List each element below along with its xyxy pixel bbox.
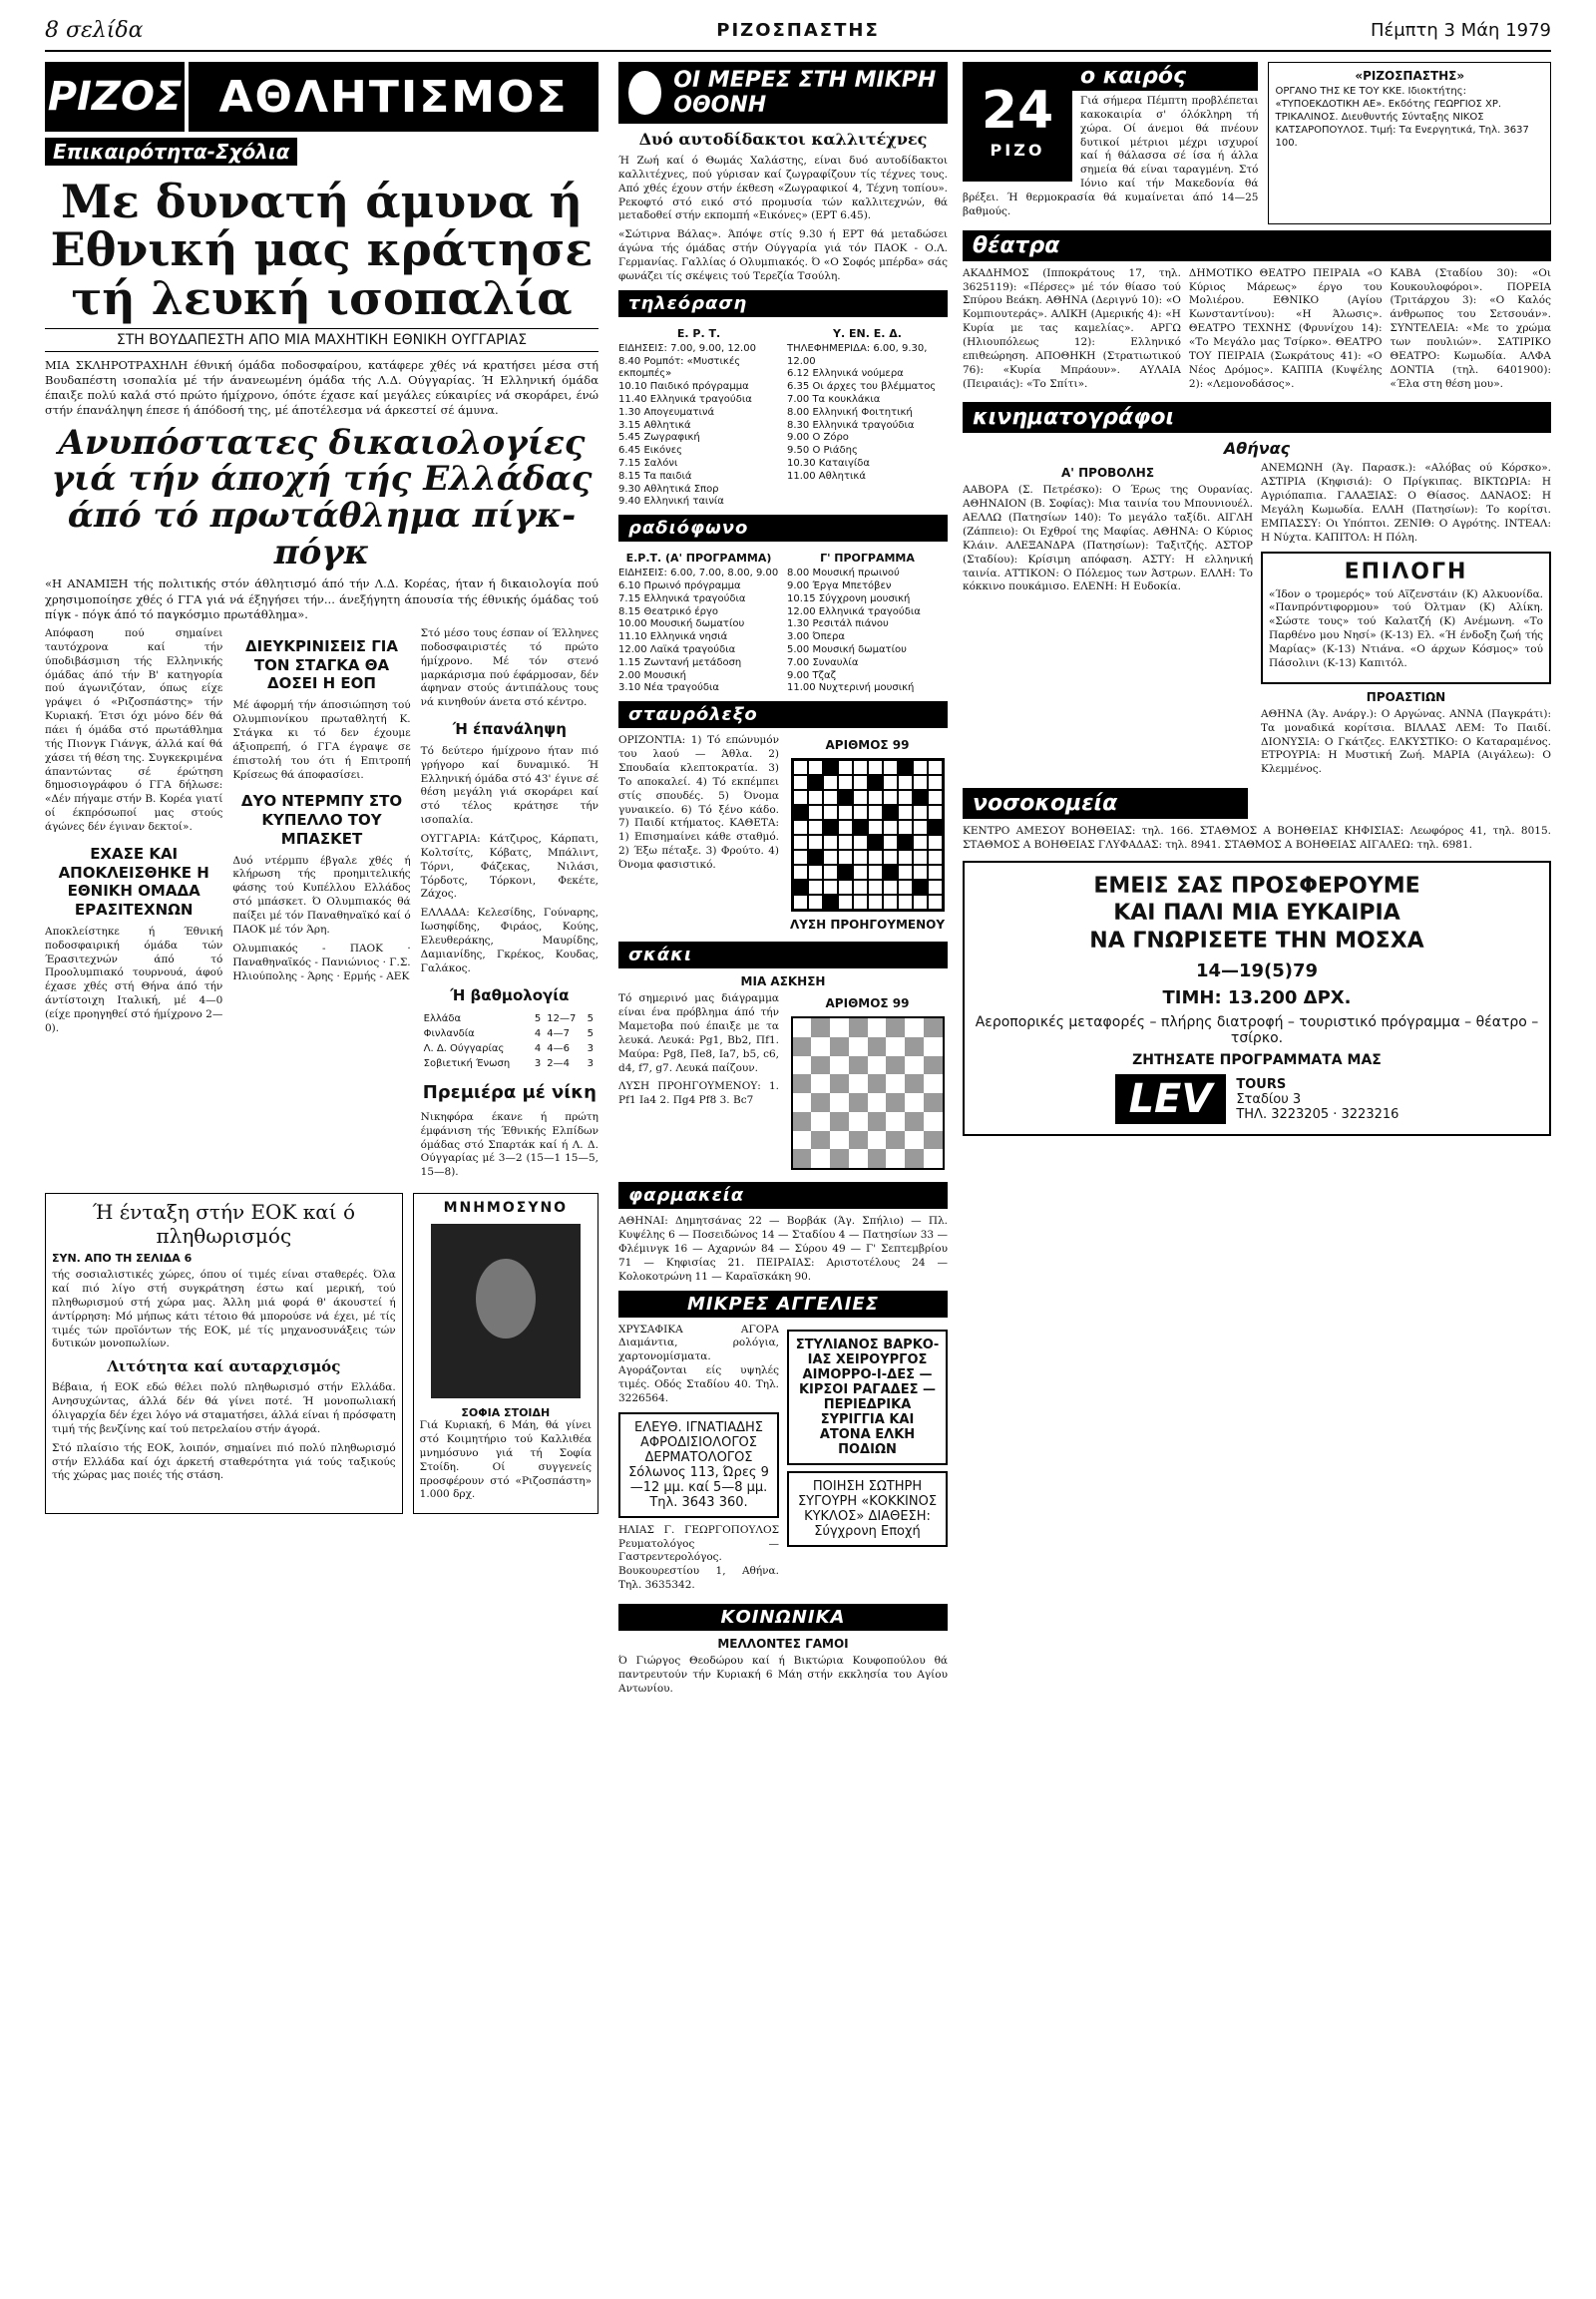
list-item: 10.10 Παιδικό πρόγραμμα xyxy=(618,381,749,393)
sports-col2-text: Στό μέσο τους έσπαν οί Έλληνες ποδοσφαιριστές τό πρώτο ήμίχρονο. Μέ τόν στενό μαρκάρισμα πού έφάρμοσαν, δέν άφηναν στούς άντιπάλους τους νά κινηθούν άνετα στό κέντρο. xyxy=(420,626,598,709)
list-item: ΤΗΛΕΦΗΜΕΡΙΔΑ: 6.00, 9.30, 12.00 xyxy=(787,342,928,367)
ads-banner: ΜΙΚΡΕΣ ΑΓΓΕΛΙΕΣ xyxy=(618,1291,948,1318)
masthead-box xyxy=(1268,62,1551,224)
list-item: ΕΙΔΗΣΕΙΣ: 6.00, 7.00, 8.00, 9.00 xyxy=(618,568,779,579)
list-item: 7.00 Τα κουκλάκια xyxy=(787,394,881,405)
radio1-head: Ε.Ρ.Τ. (Α' ΠΡΟΓΡΑΜΜΑ) xyxy=(625,552,772,566)
radio2-listing xyxy=(787,548,948,695)
standings-table xyxy=(421,1010,598,1072)
list-item: 3.15 Αθλητικά xyxy=(618,419,691,431)
theater-banner: θέατρα xyxy=(963,230,1551,261)
lead-text: ΜΙΑ ΣΚΛΗΡΟΤΡΑΧΗΛΗ έθνική όμάδα ποδοσφαίρου, κατάφερε χθές νά κρατήσει μέσα στή Βουδαπέστη ισοπαλία μέ τήν άνανεωμένη όμάδα τής Λ.Δ. Ούγγαρίας. Ή Ελληνική όμάδα έπαιξε πολύ καλά στό πρώτο ήμίχρονο, όπότε έχασε καί μεγάλες εύκαιρίες νά σκοράρει, ένώ στήν έπανάληψη έπεσε ή άπόδοσή της, μέ άποτέλεσμα νά άρκεστεί σέ άμυνα. xyxy=(45,357,598,418)
list-item: 3.10 Νέα τραγούδια xyxy=(618,682,719,694)
premiere-text: Νικηφόρα έκανε ή πρώτη έμφάνιση τής Έθνικής Ελπίδων όμάδας στό Σπαρτάκ καί ή Λ. Δ. Ούγγαρίας μέ 3—2 (15—1 15—5, 15—8). xyxy=(420,1110,598,1179)
chess-solution: ΛΥΣΗ ΠΡΟΗΓΟΥΜΕΝΟΥ: 1. Ρf1 Ia4 2. Πg4 Ρf8 3. Bc7 xyxy=(618,1080,779,1107)
right-column xyxy=(963,62,1551,2289)
list-item: 9.00 Τζαζ xyxy=(787,669,837,681)
cinema-listings xyxy=(963,462,1551,782)
moscow-cta: ΖΗΤΗΣΑΤΕ ΠΡΟΓΡΑΜΜΑΤΑ ΜΑΣ xyxy=(1132,1052,1382,1069)
memorial-title: ΜΝΗΜΟΣΥΝΟ xyxy=(443,1200,569,1217)
ads-grid xyxy=(618,1324,948,1598)
crossword-grid xyxy=(791,758,945,912)
list-item: 12.00 Ελληνικά τραγούδια xyxy=(787,605,921,617)
moscow-detail: Αεροπορικές μεταφορές – πλήρης διατροφή – τουριστικό πρόγραμμα – θέατρο – τσίρκο. xyxy=(975,1014,1539,1047)
list-item: 9.40 Ελληνική ταινία xyxy=(618,496,724,508)
eok-sub: ΣΥΝ. ΑΠΟ ΤΗ ΣΕΛΙΔΑ 6 xyxy=(52,1252,193,1266)
cinema-banner: κινηματογράφοι xyxy=(963,402,1551,433)
epilogi-title: ΕΠΙΛΟΓΗ xyxy=(1344,559,1468,584)
lev-logo-mark: LEV xyxy=(1115,1074,1227,1124)
list-item: 8.00 Ελληνική Φοιτητική xyxy=(787,406,913,418)
list-item: 8.15 Θεατρικό έργο xyxy=(618,605,719,617)
theater-col-1: ΑΚΑΔΗΜΟΣ (Ιπποκράτους 17, τηλ. 3625119): «Πέρσες» μέ τόν θίασο τού Σπύρου Βεάκη. ΑΘΗΝΑ (Δεριγνύ 10): «Ο Κομπιουτεράς». ΑΛΙΚΗ (Αμερικής 4): «Η Κυρία με τας καμελίας». ΑΡΓΩ (Ηλιουπόλεως 12): Ελληνικό επιθεώρηση. ΑΠΟΘΗΚΗ (Στρατιωτικού 76): «Κυρία Μπράουν». ΑΥΛΑΙΑ (Πειραιάς): «Το Σπίτι». xyxy=(963,266,1181,390)
hospital-banner: νοσοκομεία xyxy=(963,788,1248,819)
list-item: 6.12 Ελληνικά νούμερα xyxy=(787,368,904,380)
cinema-a-head: Α' ΠΡΟΒΟΛΗΣ xyxy=(1060,466,1155,481)
list-item: 8.40 Ρομπότ: «Μυστικές εκπομπές» xyxy=(618,355,741,380)
list-item: 11.10 Ελληνικά νησιά xyxy=(618,631,728,643)
moscow-ad xyxy=(963,861,1551,1137)
memorial-photo xyxy=(431,1224,581,1398)
ad-dermatologist: ΕΛΕΥΘ. ΙΓΝΑΤΙΑΔΗΣ ΑΦΡΟΔΙΣΙΟΛΟΓΟΣ ΔΕΡΜΑΤΟΛΟΓΟΣ Σόλωνος 113, Ώρες 9—12 μμ. καί 5—8 μμ. Τηλ. 3643 360. xyxy=(618,1412,779,1518)
eok-subhead: Λιτότητα καί αυταρχισμός xyxy=(107,1357,341,1376)
crossword-clues-col xyxy=(618,734,779,936)
chess-sub: ΜΙΑ ΑΣΚΗΣΗ xyxy=(740,974,826,989)
crossword-grid-col xyxy=(787,734,948,936)
tv-headline: Δυό αυτοδίδακτοι καλλιτέχνες xyxy=(638,130,928,149)
cinema-text-2: ΑΝΕΜΩΝΗ (Άγ. Παρασκ.): «Αλόβας ού Κόρσκο». ΑΣΤΙΡΙΑ (Κηφισιά): Ο Πρίγκιπας. ΒΙΚΤΩΡΙΑ: Η Αγριόπαπια. ΓΑΛΑΞΙΑΣ: Ο Θίασος. ΔΑΝΑΟΣ: Η Μεγάλη Κωμωδία. ΕΛΛΗ (Πατησίων): Το κορίτσι. ΕΜΠΑΣΣΥ: Οι Υπόπτοι. ΖΕΝΙΘ: Ο Αγρότης. ΙΝΤΕΑΛ: Η Νύχτα. ΚΑΠΙΤΟΛ: Η Πόλη. xyxy=(1261,462,1551,544)
portrait-icon xyxy=(476,1259,536,1339)
memorial-text: Γιά Κυριακή, 6 Μάη, θά γίνει στό Κοιμητήριο τού Καλλιθέα μνημόσυνο γιά τή Σοφία Στοίδη. Οί συγγενείς προσφέρουν στό «Ριζοσπάστη» 1.000 δρχ. xyxy=(419,1419,592,1501)
sports-banner xyxy=(45,62,598,132)
lower-sports-row xyxy=(45,1193,598,1514)
sports-subcol-3 xyxy=(421,627,598,1185)
sports-column xyxy=(45,62,598,2289)
epilogi-box xyxy=(1261,552,1551,684)
list-item: 10.00 Μουσική δωματίου xyxy=(618,618,745,630)
stagka-text: Μέ άφορμή τήν άποσιώπηση τού Ολυμπιονίκου πρωταθλητή Κ. Στάγκα κι τό δεν έχουμε άξιοπρεπή, ό ΓΓΑ έγραψε σε έπιστολή του ότι ή Επιτροπή Κρίσεως θά άποφασίσει. xyxy=(232,699,411,781)
memorial-name: ΣΟΦΙΑ ΣΤΟΙΔΗ xyxy=(461,1406,551,1420)
eok-text-1: τής σοσιαλιστικές χώρες, όπου οί τιμές είναι σταθερές. Όλα καί πιό λίγο στή συγκράτηση έστω καί μερική, τού πληθωρισμού στή χώρα μας. Άλλη μιά φορά θ' άκουστεί ή άντίρρηση: Μό μήπως κάτι τέτοιο θά μπορούσε νά έχει, μέ τίς τιμές τών προϊόντων τής ΕΟΚ, μέ τίς μηχανοσυνάξεις τών δυτικών μονοπωλίων. xyxy=(52,1269,396,1350)
crossword-solution-head: ΛΥΣΗ ΠΡΟΗΓΟΥΜΕΝΟΥ xyxy=(789,918,946,933)
box-24: 24 ΡΙΖΟ xyxy=(963,62,1072,182)
crossword-clues: ΟΡΙΖΟΝΤΙΑ: 1) Τό επώνυμόν του λαού — Άθλα. 2) Σπουδαία κλεπτοκρατία. 3) Το αποκαλεί. 4) Τό εκπέμπει στίς σπουδές. 5) Όνομα γυναικείο. 6) Τό ξένο κάδο. 7) Παιδί κτήματος. ΚΑΘΕΤΑ: 1) Επισημαίνει κάθε σταθμό. 2) Έξω πέταξε. 3) Φρούτο. 4) Όνομα φασιστικό. xyxy=(618,734,779,871)
list-item: ΕΙΔΗΣΕΙΣ: 7.00, 9.00, 12.00 xyxy=(618,342,756,354)
ad-doctor: ΗΛΙΑΣ Γ. ΓΕΩΡΓΟΠΟΥΛΟΣ Ρευματολόγος — Γαστρεντερολόγος. Βουκουρεστίου 1, Αθήνα. Τηλ. 3635342. xyxy=(618,1523,779,1592)
koinonika-text: Ό Γιώργος Θεοδώρου καί ή Βικτώρια Κουφοπούλου θά παντρευτούν τήν Κυριακή 6 Μάη στήν εκκλησία του Αγίου Αντωνίου. xyxy=(618,1654,948,1695)
television-banner: τηλεόραση xyxy=(618,290,948,317)
paper-name: ΡΙΖΟΣΠΑΣΤΗΣ xyxy=(716,20,880,41)
eok-text-2: Βέβαια, ή ΕΟΚ εδώ θέλει πολύ πληθωρισμό στήν Ελλάδα. Ανησυχώντας, άλλά δέν θά γίνει ποτέ. Ή μονοπωλιακή όλιγαρχία δέν έχει λόγο νά σταματήσει, άλλά είναι ή πρόσφατη τιμή τής βενζίνης καί τού πετρελαίου στήν άγορά. xyxy=(52,1381,396,1435)
list-item: 6.45 Εικόνες xyxy=(618,445,683,457)
right-top-row xyxy=(963,62,1551,224)
sports-subcol-2 xyxy=(232,627,410,1185)
amateur-headline: ΕΧΑΣΕ ΚΑΙ ΑΠΟΚΛΕΙΣΘΗΚΕ Η ΕΘΝΙΚΗ ΟΜΑΔΑ ΕΡΑΣΙΤΕΧΝΩΝ xyxy=(58,844,209,920)
list-item: 8.00 Μουσική πρωινού xyxy=(787,568,900,579)
masthead-bar xyxy=(45,10,1551,52)
basket-headline: ΔΥΟ ΝΤΕΡΜΠΥ ΣΤΟ ΚΥΠΕΛΛΟ ΤΟΥ ΜΠΑΣΚΕΤ xyxy=(240,792,403,848)
chess-text: Τό σημερινό μας διάγραμμα είναι ένα πρόβλημα άπό τήν Μαμετοβα πού έπαιξε με τα λευκά. Λευκά: Ρg1, Βb2, Πf1. Μαύρα: Ρg8, Πe8, Ia7, b5, c6, d4, f7, g7. Λευκά παίζουν. xyxy=(618,992,779,1074)
lev-address: TOURS Σταδίου 3 ΤΗΛ. 3223205 · 3223216 xyxy=(1236,1076,1399,1122)
koinonika-banner: ΚΟΙΝΩΝΙΚΑ xyxy=(618,1604,948,1631)
list-item: 10.30 Καταιγίδα xyxy=(787,457,870,469)
greek-team-text: ΕΛΛΑΔΑ: Κελεσίδης, Γούναρης, Ιωσηφίδης, Φιράος, Κούης, Ελευθεράκης, Μαυρίδης, Δαμιανίδης, Γκρέκος, Κουδας, Γαλάκος. xyxy=(420,907,598,974)
eok-title: Ή ένταξη στήν ΕΟΚ καί ό πληθωρισμός xyxy=(92,1200,355,1249)
cinema-sub: Αθήνας xyxy=(1223,439,1291,459)
ads-col-2 xyxy=(787,1324,948,1598)
list-item: 6.35 Οι άρχες του βλέμματος xyxy=(787,381,937,393)
moscow-line-3: ΝΑ ΓΝΩΡΙΣΕΤΕ ΤΗΝ ΜΟΣΧΑ xyxy=(1089,928,1424,954)
list-item: 9.50 Ο Ριάδης xyxy=(787,445,858,457)
weather-banner: ο καιρός xyxy=(963,62,1258,91)
list-item: 11.40 Ελληνικά τραγούδια xyxy=(618,394,752,405)
tv-banner xyxy=(618,62,948,124)
list-item: 11.00 Νυχτερινή μουσική xyxy=(787,682,915,694)
eok-article xyxy=(45,1193,403,1514)
list-item: 9.30 Αθλητικά Σπορ xyxy=(618,483,719,495)
ads-col-1 xyxy=(618,1324,779,1598)
yened-head: Υ. ΕΝ. Ε. Δ. xyxy=(833,326,902,340)
memorial-box xyxy=(413,1193,598,1514)
sports-tag: Επικαιρότητα-Σχόλια xyxy=(45,138,297,166)
pingpong-text: «Η ΑΝΑΜΙΞΗ τής πολιτικής στόν άθλητισμό άπό τήν Λ.Δ. Κορέας, ήταν ή δικαιολογία πού χρησιμοποίησε χθές ό ΓΓΑ γιά νά έξηγήσει τήν... άνεξήγητη άπουσία τής έθνικής όμάδας τού πίγκ - πόγκ άπό τό παγκόσμιο πρωτάθλημα». xyxy=(45,576,598,621)
list-item: 1.15 Ζωντανή μετάδοση xyxy=(618,656,742,668)
chess-number: ΑΡΙΘΜΟΣ 99 xyxy=(825,996,910,1011)
standings-headline: Ή βαθμολογία xyxy=(450,985,570,1004)
chess-board-icon xyxy=(791,1016,945,1170)
ad-surgeon: ΣΤΥΛΙΑΝΟΣ ΒΑΡΚΟ-ΙΑΣ ΧΕΙΡΟΥΡΓΟΣ ΑΙΜΟΡΡΟ-Ι-ΔΕΣ — ΚΙΡΣΟΙ ΡΑΓΑΔΕΣ — ΠΕΡΙΕΔΡΙΚΑ ΣΥΡΙΓΓΙΑ ΚΑΙ ΑΤΟΝΑ ΕΛΚΗ ΠΟΔΙΩΝ xyxy=(787,1330,948,1465)
lev-logo xyxy=(975,1074,1539,1124)
radio-banner: ραδιόφωνο xyxy=(618,515,948,542)
koinonika-sub: ΜΕΛΛΟΝΤΕΣ ΓΑΜΟΙ xyxy=(717,1636,849,1651)
chess-text-col xyxy=(618,992,779,1176)
list-item: 2.00 Μουσική xyxy=(618,669,686,681)
list-item: 7.15 Σαλόνι xyxy=(618,457,678,469)
ad-poetry: ΠΟΙΗΣΗ ΣΩΤΗΡΗ ΣΥΓΟΥΡΗ «ΚΟΚΚΙΝΟΣ ΚΥΚΛΟΣ» ΔΙΑΘΕΣΗ: Σύγχρονη Εποχή xyxy=(787,1471,948,1547)
moscow-line-1: ΕΜΕΙΣ ΣΑΣ ΠΡΟΣΦΕΡΟΥΜΕ xyxy=(1093,873,1420,899)
cinema-col-1 xyxy=(963,462,1253,782)
tv-intro-2: «Σώτιρνα Βάλας». Άπόψε στίς 9.30 ή ΕΡΤ θά μεταδώσει άγώνα τής όμάδας στήν Ούγγαρία γιά τόν ΠΑΟΚ - Ο.Λ. Γερμανίας. Γαλλίας ό Ολυμπιακός. Ό «Ο Σοφός μπέρδα» σάς φωνάζει τίς σκέψεις τού Τερεζία Τσούλη. xyxy=(618,228,948,282)
radio-listings xyxy=(618,548,948,695)
table-row: Φινλανδία 4 4—7 5 xyxy=(423,1028,594,1040)
list-item: 5.45 Ζωγραφική xyxy=(618,432,700,444)
weather-text: Γιά σήμερα Πέμπτη προβλέπεται κακοκαιρία σ' όλόκληρη τή χώρα. Οί άνεμοι θά πνέουν δυτικοί μέτριοι μέχρι ισχυροί καί ή θάλασσα σέ ίσα ή άλλα σημεία θά είναι ταραγμένη. Στό Ιόνιο καί τήν Μακεδονία θά βρέξει. Ή θερμοκρασία θά κυμαίνεται άπό 14—25 βαθμούς. xyxy=(963,95,1259,217)
list-item: 12.00 Λαϊκά τραγούδια xyxy=(618,644,736,656)
pingpong-headline: Ανυπόστατες δικαιολογίες γιά τήν άποχή τής Ελλάδας άπό τό πρωτάθλημα πίγκ-πόγκ xyxy=(51,422,593,573)
tv-intro: Ή Ζωή καί ό Θωμάς Χαλάστης, είναι δυό αυτοδίδακτοι καλλιτέχνες, πού γύρισαν καί ζωγραφίζουν τίς τέχνες τους. Από χθές έχουν στήν έκθεση «Ζωγραφικοί 4, Τέχνη τοπίου». Ρεκοφτό στό εικό στό προμυσία τών καλλιτεχνών, θά μεταδοθεί στήν εκπομπή «Εικόνες» (ΕΡΤ 6.45). xyxy=(618,155,948,222)
list-item: 3.00 Όπερα xyxy=(787,631,845,643)
crossword-number: ΑΡΙΘΜΟΣ 99 xyxy=(825,738,910,753)
list-item: 9.00 Ο Ζόρο xyxy=(787,432,849,444)
ert-head: Ε. Ρ. Τ. xyxy=(676,326,721,340)
ad-gold: ΧΡΥΣΑΦΙΚΑ ΑΓΟΡΑ Διαμάντια, ρολόγια, χαρτονομίσματα. Αγοράζονται είς υψηλές τιμές. Οδός Σταδίου 40. Τηλ. 3226564. xyxy=(618,1323,779,1404)
sports-section-title: ΑΘΛΗΤΙΣΜΟΣ xyxy=(189,62,598,132)
stagka-headline: ΔΙΕΥΚΡΙΝΙΣΕΙΣ ΓΙΑ ΤΟΝ ΣΤΑΓΚΑ ΘΑ ΔΟΣΕΙ Η ΕΟΠ xyxy=(245,636,398,693)
chess-banner: σκάκι xyxy=(618,942,948,968)
cup-schedule: Ολυμπιακός - ΠΑΟΚ · Παναθηναϊκός - Πανιώνιος · Γ.Σ. Ηλιούπολης - Άρης · Ερμής - ΑΕΚ xyxy=(232,942,411,982)
repeat-headline: Ή έπανάληψη xyxy=(452,720,567,739)
moscow-line-2: ΚΑΙ ΠΑΛΙ ΜΙΑ ΕΥΚΑΙΡΙΑ xyxy=(1113,901,1400,927)
amateur-text: Αποκλείστηκε ή Έθνική ποδοσφαιρική όμάδα τών Έρασιτεχνών άπό τό Προολυμπιακό τουρνουά, άφού έχασε χθές στή Θήνα άπό τήν άντίστοιχη Ιταλική, μέ 4—0 (είχε προηγηθεί στό ήμίχρονο 2—0). xyxy=(45,925,223,1034)
radio2-head: Γ' ΠΡΟΓΡΑΜΜΑ xyxy=(820,552,915,566)
list-item: 11.00 Αθλητικά xyxy=(787,470,866,482)
table-row: Σοβιετική Ένωση 3 2—4 3 xyxy=(423,1058,594,1070)
moscow-price: ΤΙΜΗ: 13.200 ΔΡΧ. xyxy=(1162,987,1352,1009)
weather-block xyxy=(963,62,1258,224)
ert-listing xyxy=(618,323,779,509)
issue-date: Πέμπτη 3 Μάη 1979 xyxy=(1370,20,1551,41)
crossword-banner: σταυρόλεξο xyxy=(618,701,948,728)
mast-title: «ΡΙΖΟΣΠΑΣΤΗΣ» xyxy=(1355,69,1465,83)
tv-screen-icon xyxy=(628,71,661,115)
tv-column xyxy=(618,62,948,2289)
mast-text: ΟΡΓΑΝΟ ΤΗΣ ΚΕ ΤΟΥ ΚΚΕ. Ιδιοκτήτης: «ΤΥΠΟΕΚΔΟΤΙΚΗ ΑΕ». Εκδότης ΓΕΩΡΓΙΟΣ ΧΡ. ΤΡΙΚΑΛΙΝΟΣ. Διευθυντής Σύνταξης ΝΙΚΟΣ ΚΑΤΣΑΡΟΠΟΥΛΟΣ. Τιμή: Τα Ενεργητικά, Τηλ. 3637 100. xyxy=(1275,85,1529,149)
hospital-text: ΚΕΝΤΡΟ ΑΜΕΣΟΥ ΒΟΗΘΕΙΑΣ: τηλ. 166. ΣΤΑΘΜΟΣ Α ΒΟΗΘΕΙΑΣ ΚΗΦΙΣΙΑΣ: Λεωφόρος 41, τηλ. 8015. ΣΤΑΘΜΟΣ Α ΒΟΗΘΕΙΑΣ ΓΛΥΦΑΔΑΣ: τηλ. 8941. ΣΤΑΘΜΟΣ Α ΒΟΗΘΕΙΑΣ ΑΙΓΑΛΕΩ: τηλ. 6981. xyxy=(963,825,1551,851)
basket-text: Δυό ντέρμπυ έβγαλε χθές ή κλήρωση τής προημιτελικής φάσης τού Κυπέλλου Ελλάδος στό μπάσκετ. Ό Ολυμπιακός θά παίξει μέ τόν Παναθηναϊκό καί ό ΠΑΟΚ μέ τόν Άρη. xyxy=(232,854,411,936)
tv-listings xyxy=(618,323,948,509)
premiere-headline: Πρεμιέρα μέ νίκη xyxy=(422,1082,597,1104)
list-item: 8.30 Ελληνικά τραγούδια xyxy=(787,419,915,431)
sports-columns xyxy=(45,627,598,1185)
crossword-section xyxy=(618,734,948,936)
rizos-logo: ΡΙΖΟΣ xyxy=(45,62,185,132)
list-item: 5.00 Μουσική δωματίου xyxy=(787,644,907,656)
table-row: Λ. Δ. Ούγγαρίας 4 4—6 3 xyxy=(423,1043,594,1055)
repeat-text: Τό δεύτερο ήμίχρονο ήταν πιό γρήγορο καί δυναμικό. Ή Ελληνική όμάδα στό 43' έγινε σέ θέση μεγάλη γιά σκοράρει καί στό τέλος κράτησε τήν ισοπαλία. xyxy=(420,744,598,827)
teams-text: ΟΥΓΓΑΡΙΑ: Κάτζιρος, Κάρπατι, Κολτσίτς, Κόβατς, Μπάλιντ, Τόρνι, Φάζεκας, Νιλάσι, Τόρδοτς, Τόρκονι, Φεκέτε, Ζάχος. xyxy=(420,833,598,901)
list-item: 8.15 Τα παιδιά xyxy=(618,470,692,482)
yened-listing xyxy=(787,323,948,509)
theater-col-3: ΚΑΒΑ (Σταδίου 30): «Οι Κουκουλοφόροι». ΠΟΡΕΙΑ (Τριτάρχου 3): «Ο Καλός άνθρωπος του Σετσουάν». ΣΥΝΤΕΛΕΙΑ: «Με το χρώμα των πουλιών». ΣΑΤΙΡΙΚΟ ΘΕΑΤΡΟ: Κωμωδία. ΑΛΦΑ ΔΟΝΤΙΑ (τηλ. 6401900): «Έλα στη θέση μου». xyxy=(1390,266,1551,390)
cinema-text-1: ΑΑΒΟΡΑ (Σ. Πετρέσκο): Ο Έρως της Ουρανίας. ΑΘΗΝΑΙΟΝ (Β. Σοφίας): Μια ταινία του Μπουνιουέλ. ΑΕΛΛΩ (Πατησίων 140): Το μεγάλο ταξίδι. ΑΙΓΛΗ (Ζάππειο): Οι Εχθροί της Μαφίας. ΑΘΗΝΑ: Ο Κύριος Κλάιν. ΑΛΕΞΑΝΔΡΑ (Πατησίων): Ταξιτζής. ΑΣΤΟΡ (Σταδίου): Κρίσιμη απόφαση. ΑΣΤΥ: Η ελληνική ταινία. ΑΤΤΙΚΟΝ: Ο Πόλεμος των Άστρων. ΕΛΛΗ: Το κόκκινο πουκάμισο. ΕΛΕΝΗ: Η Ευδοκία. xyxy=(963,484,1253,593)
tv-banner-title: ΟΙ ΜΕΡΕΣ ΣΤΗ ΜΙΚΡΗ ΟΘΟΝΗ xyxy=(673,68,937,118)
cinema-b-text: ΑΘΗΝΑ (Άγ. Ανάργ.): Ο Αργώνας. ΑΝΝΑ (Παγκράτι): Τα μοναδικά κορίτσια. ΒΙΛΛΑΣ ΛΕΜ: Το Παιδί. ΔΙΟΝΥΣΙΑ: Ο Γκάτζες. ΕΛΚΥΣΤΙΚΟ: Ο Καταραμένος. ΕΤΡΟΥΡΙΑ: Η Μυστική Ζωή. ΜΑΡΙΑ (Αιγάλεω): Ο Κλεμμένος. xyxy=(1261,707,1551,776)
theater-col-2: ΔΗΜΟΤΙΚΟ ΘΕΑΤΡΟ ΠΕΙΡΑΙΑ «Ο Κύριος Μάρεως» έργο του Μολιέρου. ΕΘΝΙΚΟ (Αγίου Κωνσταντίνου): «Η Άλωσις». ΘΕΑΤΡΟ ΤΕΧΝΗΣ (Φρυνίχου 14): «Το Μεγάλο μας Τσίρκο». ΘΕΑΤΡΟ ΤΟΥ ΠΕΙΡΑΙΑ (Σωκράτους 41): «Ο Νέος Δρόμος». ΚΑΠΠΑ (Κυψέλης 2): «Λεμονοδάσος». xyxy=(1188,266,1383,390)
list-item: 7.15 Ελληνικά τραγούδια xyxy=(618,592,746,604)
cinema-b-head: ΠΡΟΑΣΤΙΩΝ xyxy=(1366,689,1446,704)
moscow-dates: 14—19(5)79 xyxy=(1195,960,1319,982)
chess-section xyxy=(618,992,948,1176)
cinema-col-2 xyxy=(1261,462,1551,782)
list-item: 1.30 Απογευματινά xyxy=(618,406,715,418)
list-item: 1.30 Ρεσιτάλ πιάνου xyxy=(787,618,889,630)
list-item: 6.10 Πρωινό πρόγραμμα xyxy=(618,580,741,592)
list-item: 7.00 Συναυλία xyxy=(787,656,859,668)
lead-dateline: ΣΤΗ ΒΟΥΔΑΠΕΣΤΗ ΑΠΟ ΜΙΑ ΜΑΧΗΤΙΚΗ ΕΘΝΙΚΗ ΟΥΓΓΑΡΙΑΣ xyxy=(45,328,598,352)
theater-listings xyxy=(963,267,1551,397)
eok-text-3: Στό πλαίσιο τής ΕΟΚ, λοιπόν, σημαίνει πιό πολύ πληθωρισμό στήν Ελλάδα καί όχι άρκετή σταθερότητα γιά τούς ταξικούς τής χώρας μας ποιές τής στάση. xyxy=(52,1441,396,1482)
pharmacy-text: ΑΘΗΝΑΙ: Δημητσάνας 22 — Βορβάκ (Άγ. Σπήλιο) — Πλ. Κυψέλης 6 — Ποσειδώνος 14 — Σταδίου 4 — Πατησίων 33 — Φλέμινγκ 16 — Αχαρνών 84 — Σύρου 49 — Γ' Σεπτεμβρίου 71 — Κηφισίας 21. ΠΕΙΡΑΙΑΣ: Αριστοτέλους 24 — Κολοκοτρώνη 11 — Καραϊσκάκη 90. xyxy=(618,1215,948,1283)
pharmacy-banner: φαρμακεία xyxy=(618,1182,948,1209)
epilogi-text: «Ίδον ο τρομερός» τού Αϊζενστάιν (Κ) Αλκυονίδα. «Πανπρόντιφορμου» τού Όλτμαν (Κ) Αλίκη. «Σώστε τους» τού Καλατζή (Κ) Ανέμωνη. «Το Παρθένο μου Νησί» (Κ-13) Ελ. «Ή ένδοξη ζωή τής Μαρίας» (Κ-13) Ντιάνα. «Ο άρχων Κόσμος» τού Πάσολινι (Κ-13) Καπιτόλ. xyxy=(1269,587,1543,669)
page-number: 8 σελίδα xyxy=(45,18,144,43)
lead-headline: Με δυνατή άμυνα ή Εθνική μας κράτησε τή λευκή ισοπαλία xyxy=(50,175,594,325)
table-row: Ελλάδα 5 12—7 5 xyxy=(423,1013,594,1025)
chess-board-col xyxy=(787,992,948,1176)
list-item: 10.15 Σύγχρονη μουσική xyxy=(787,592,911,604)
list-item: 9.00 Έργα Μπετόβεν xyxy=(787,580,892,592)
sports-col1-text: Απόφαση πού σημαίνει ταυτόχρονα καί τήν ύποδιβάσμιση τής Ελληνικής όμάδας άπό τήν Β' κατηγορία πού άγωνιζόταν, όπως είχε γράψει ό «Ριζοσπάστης» τήν Κυριακή. Έτσι όχι μόνο δέν θά πάει ή όμάδα στό πρωτάθλημα τής Πιονγκ Γιάνγκ, άλλά καί θά χάσει τή θέση της. Συγκεκριμένα άπαντώντας σέ έρώτηση δημοσιογράφου ό ΓΓΑ δήλωσε: «Δέν πήγαμε στήν Β. Κορέα γιατί οί έκπρόσωποί μας στούς άγώνες δέν έγιναν δεκτοί». xyxy=(45,626,223,833)
sports-subcol-1 xyxy=(45,627,222,1185)
radio1-listing xyxy=(618,548,779,695)
